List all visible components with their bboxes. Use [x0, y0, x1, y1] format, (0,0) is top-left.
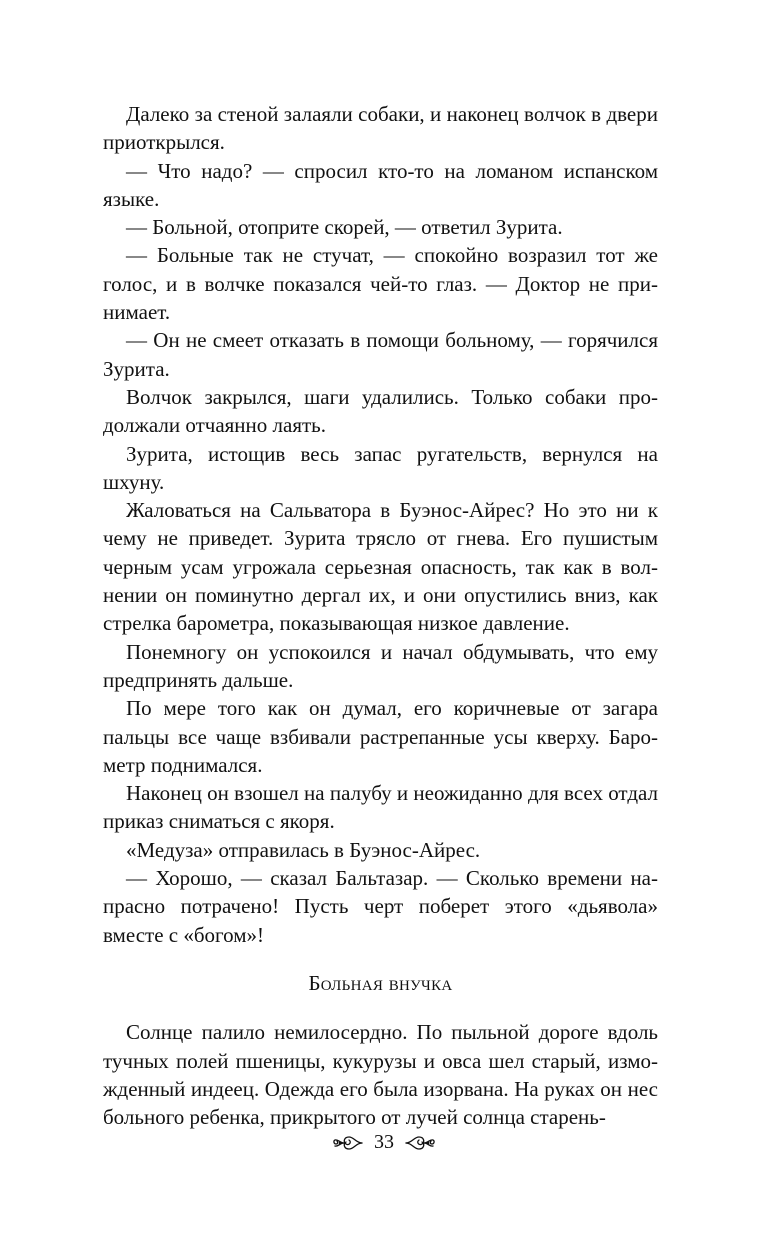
paragraph-9: Понемногу он успокоился и начал обдумывать, что ему предпринять дальше. — [103, 639, 658, 692]
paragraph-13: — Хорошо, — сказал Бальтазар. — Сколько времени напрасно потрачено! Пусть черт поберет этого «дьявола» вместе с «богом»! — [103, 866, 658, 947]
chapter-title: Больная внучка — [308, 970, 453, 995]
paragraph-14: Солнце палило немилосердно. По пыльной дороге вдоль тучных полей пшеницы, кукурузы и овса шел старый, изможденный индеец. Одежда его была изорвана. На руках он нес больного ребенка, прикрытого от лучей солнца старень- — [103, 1020, 658, 1130]
paragraph-1: Далеко за стеной залаяли собаки, и наконец волчок в двери приоткрылся. — [103, 102, 658, 155]
flourish-ornament-left-icon — [332, 1132, 364, 1154]
paragraph-10: По мере того как он думал, его коричневые от загара пальцы все чаще взбивали растрепанные усы кверху. Барометр поднимался. — [103, 696, 658, 777]
paragraph-8: Жаловаться на Сальватора в Буэнос-Айрес? Но это ни к чему не приведет. Зурита трясло от гнева. Его пушистым черным усам угрожала серьезная опасность, так как в волнении он поминутно дергал их, и они опустились вниз, как стрелка барометра, показывающая низкое давление. — [103, 498, 658, 636]
paragraph-6: Волчок закрылся, шаги удалились. Только собаки продолжали отчаянно лаять. — [103, 384, 658, 438]
page-text — [103, 100, 658, 1131]
paragraph-12: «Медуза» отправилась в Буэнос-Айрес. — [126, 837, 481, 862]
paragraph-4: — Больные так не стучат, — спокойно возразил тот же голос, и в волчке показался чей-то глаз. — Доктор не принимает. — [103, 243, 658, 325]
paragraph-2: — Что надо? — спросил кто-то на ломаном испанском языке. — [103, 158, 658, 211]
page-number: 33 — [374, 1131, 394, 1153]
paragraph-5: — Он не смеет отказать в помощи больному, — горячился Зурита. — [103, 328, 658, 381]
page-footer — [0, 1131, 768, 1154]
paragraph-7: Зурита, истощив весь запас ругательств, вернулся на шхуну. — [103, 441, 658, 494]
paragraph-11: Наконец он взошел на палубу и неожиданно для всех отдал приказ сниматься с якоря. — [103, 781, 658, 834]
flourish-ornament-right-icon — [404, 1132, 436, 1154]
paragraph-3: — Больной, отоприте скорей, — ответил Зурита. — [126, 215, 563, 240]
